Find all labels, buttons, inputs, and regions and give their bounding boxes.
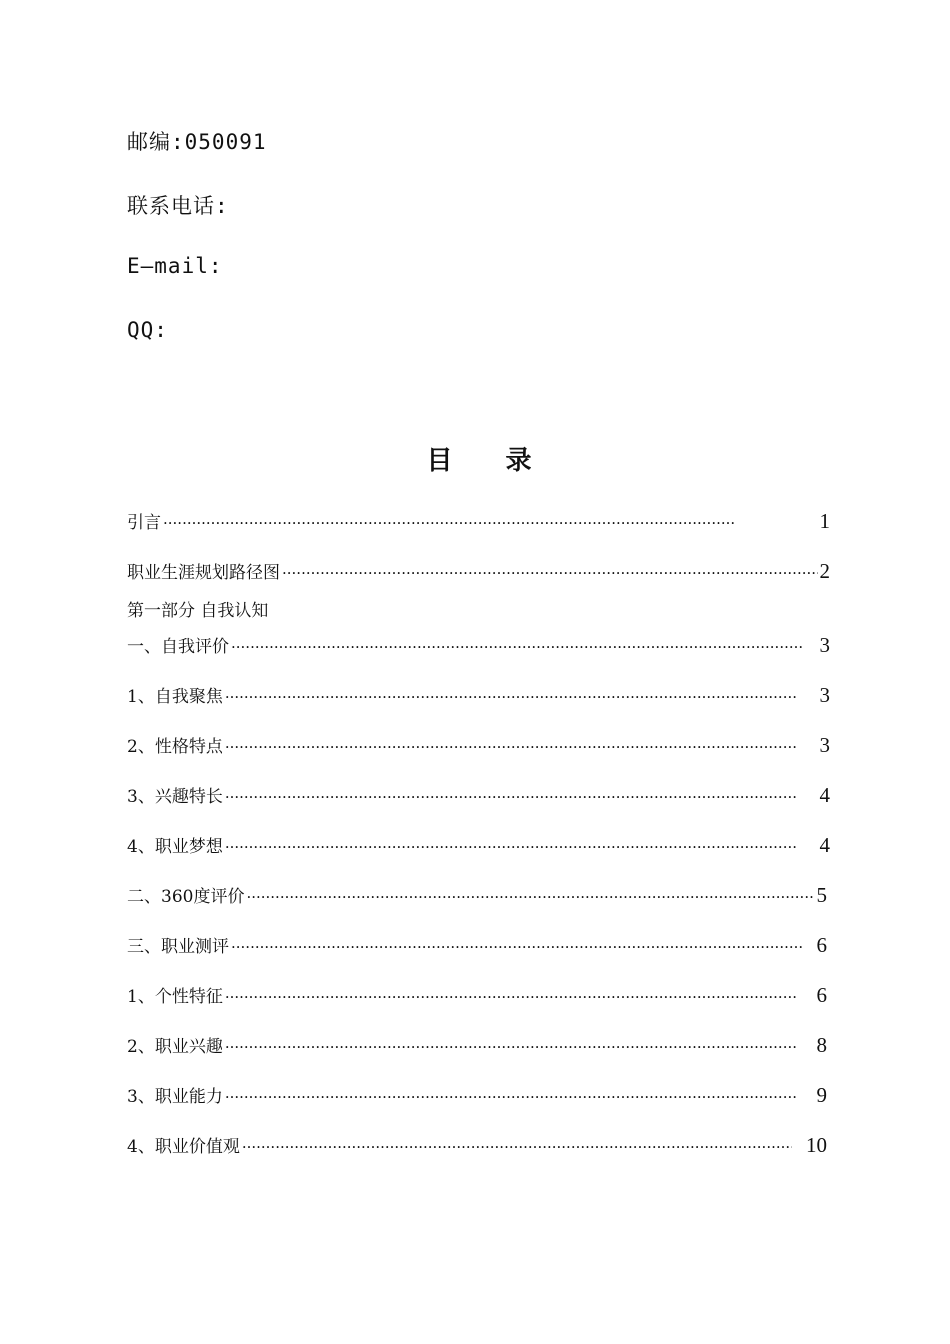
toc-entry-page: 9 bbox=[816, 1083, 827, 1107]
toc-entry-label: 3、职业能力 bbox=[127, 1087, 223, 1107]
toc-entry-page: 4 bbox=[819, 783, 830, 807]
toc-entry[interactable] bbox=[127, 782, 830, 812]
toc-leader-dots bbox=[225, 788, 818, 806]
toc-entry-page: 3 bbox=[819, 683, 830, 707]
toc-leader-dots bbox=[231, 938, 815, 956]
toc-leader-dots bbox=[163, 514, 818, 532]
toc-entry-page: 8 bbox=[816, 1033, 827, 1057]
toc-leader-dots bbox=[225, 1038, 803, 1056]
toc-leader-dots bbox=[225, 738, 818, 756]
toc-entry-label: 二、360度评价 bbox=[127, 887, 245, 907]
postcode-text: 邮编:050091 bbox=[127, 130, 267, 154]
toc-entry[interactable] bbox=[127, 558, 830, 588]
toc-entry-page: 10 bbox=[806, 1133, 827, 1157]
phone-line bbox=[127, 190, 229, 220]
toc-leader-dots bbox=[225, 1088, 803, 1106]
toc-leader-dots bbox=[282, 564, 818, 582]
toc-entry[interactable] bbox=[127, 932, 827, 962]
qq-line bbox=[127, 318, 168, 342]
toc-entry[interactable] bbox=[127, 1132, 827, 1162]
toc-entry-label: 2、职业兴趣 bbox=[127, 1037, 223, 1057]
toc-leader-dots bbox=[246, 888, 814, 906]
email-text: E—mail: bbox=[127, 254, 223, 278]
toc-entry[interactable] bbox=[127, 832, 830, 862]
toc-entry[interactable] bbox=[127, 682, 830, 712]
toc-leader-dots bbox=[225, 688, 818, 706]
email-line bbox=[127, 254, 223, 278]
toc-entry[interactable] bbox=[127, 882, 827, 912]
postcode-line bbox=[127, 126, 267, 156]
toc-entry[interactable] bbox=[127, 508, 830, 538]
toc-entry-page: 3 bbox=[819, 733, 830, 757]
toc-entry-page: 1 bbox=[819, 509, 830, 533]
toc-title: 目 录 bbox=[426, 446, 554, 476]
toc-entry[interactable] bbox=[127, 632, 830, 662]
toc-entry-label: 3、兴趣特长 bbox=[127, 787, 223, 807]
toc-entry-label: 引言 bbox=[127, 513, 161, 533]
toc-entry-label: 4、职业价值观 bbox=[127, 1137, 240, 1157]
toc-entry-label: 三、职业测评 bbox=[127, 937, 229, 957]
toc-entry[interactable] bbox=[127, 1082, 827, 1112]
toc-entry-label: 1、自我聚焦 bbox=[127, 687, 223, 707]
toc-entry-page: 4 bbox=[819, 833, 830, 857]
toc-entry-page: 6 bbox=[816, 933, 827, 957]
toc-entry-page: 5 bbox=[816, 883, 827, 907]
toc-entry[interactable] bbox=[127, 732, 830, 762]
toc-entry-label: 4、职业梦想 bbox=[127, 837, 223, 857]
toc-entry-label: 职业生涯规划路径图 bbox=[127, 563, 280, 583]
toc-entry-page: 6 bbox=[816, 983, 827, 1007]
toc-leader-dots bbox=[225, 988, 803, 1006]
toc-leader-dots bbox=[225, 838, 818, 856]
section-heading: 第一部分 自我认知 bbox=[127, 601, 269, 621]
qq-text: QQ: bbox=[127, 318, 168, 342]
toc-leader-dots bbox=[242, 1138, 792, 1156]
toc-entry[interactable] bbox=[127, 1032, 827, 1062]
phone-text: 联系电话: bbox=[127, 194, 229, 218]
toc-entry[interactable] bbox=[127, 982, 827, 1012]
toc-entry-label: 1、个性特征 bbox=[127, 987, 223, 1007]
toc-entry-page: 2 bbox=[819, 559, 830, 583]
toc-entry-label: 2、性格特点 bbox=[127, 737, 223, 757]
toc-entry-page: 3 bbox=[819, 633, 830, 657]
toc-entry-label: 一、自我评价 bbox=[127, 637, 229, 657]
toc-leader-dots bbox=[231, 638, 818, 656]
